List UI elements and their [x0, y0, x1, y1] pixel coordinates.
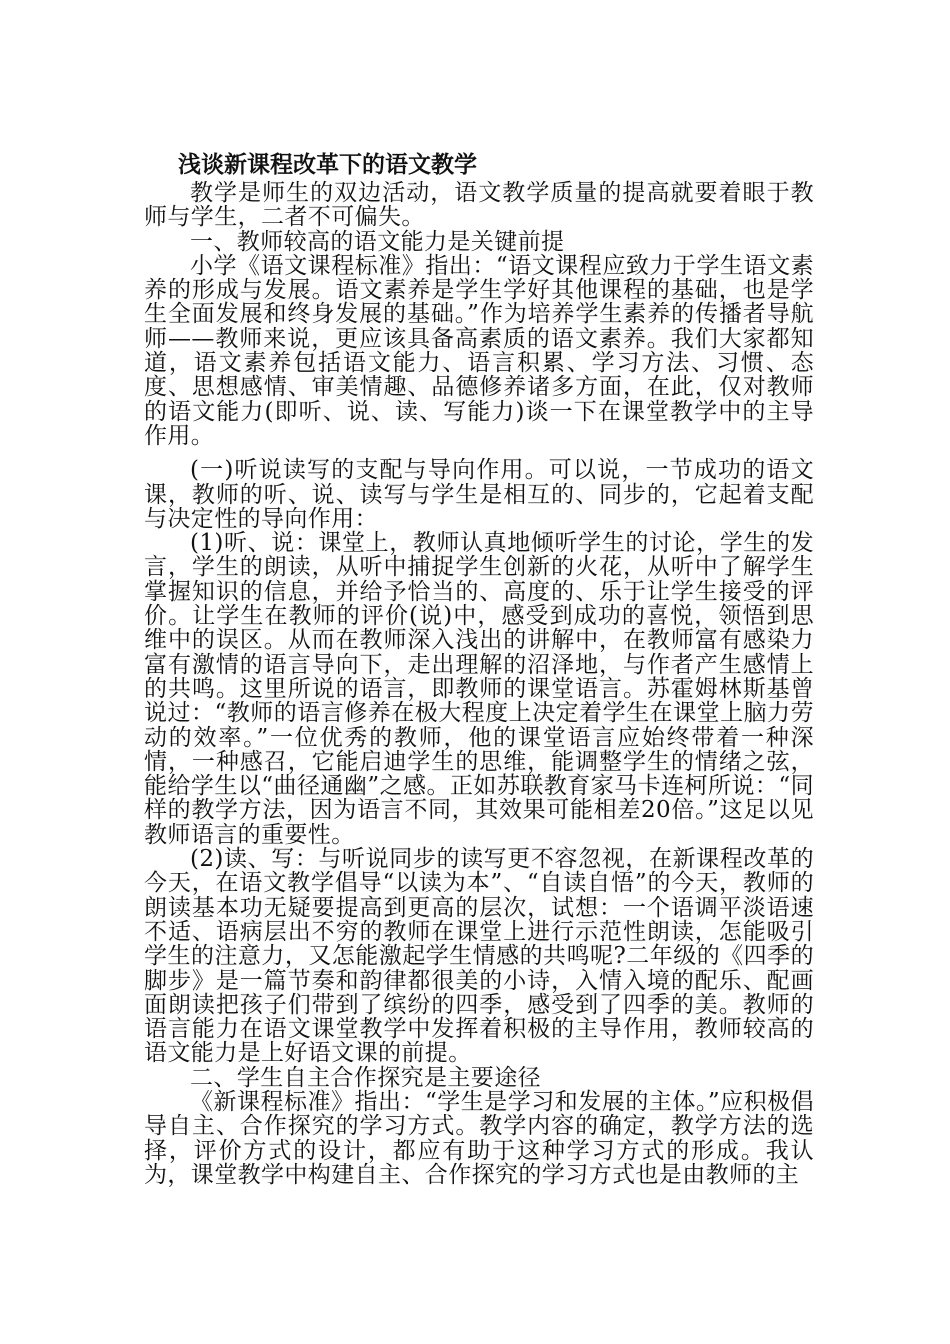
document-page [144, 150, 814, 1187]
intro-paragraph: 教学是师生的双边活动，语文教学质量的提高就要着眼于教师与学生，二者不可偏失。 [144, 180, 814, 231]
new-standard-paragraph: 《新课程标准》指出：“学生是学习和发展的主体。”应积极倡导自主、合作探究的学习方式。教学内容的确定，教学方法的选择，评价方式的设计，都应有助于这种学习方式的形成。我认为，课堂教学中构建自主、合作探究的学习方式也是由教师的主 [144, 1088, 814, 1188]
section-heading-1: 一、教师较高的语文能力是关键前提 [190, 228, 565, 255]
read-write-paragraph: (2)读、写：与听说同步的读写更不容忽视，在新课程改革的今天，在语文教学倡导“以读为本”、“自读自悟”的今天，教师的朗读基本功无疑要提高到更高的层次，试想：一个语调平淡语速不适、语病层出不穷的教师在课堂上进行示范性朗读，怎能吸引学生的注意力，又怎能激起学生情感的共鸣呢?二年级的《四季的脚步》是一篇节奏和韵律都很美的小诗，入情入境的配乐、配画面朗读把孩子们带到了缤纷的四季，感受到了四季的美。教师的语言能力在语文课堂教学中发挥着积极的主导作用，教师较高的语文能力是上好语文课的前提。 [144, 846, 814, 1067]
listen-speak-paragraph: (1)听、说：课堂上，教师认真地倾听学生的讨论，学生的发言，学生的朗读，从听中捕捉学生创新的火花，从听中了解学生掌握知识的信息，并给予恰当的、高度的、乐于让学生接受的评价。让学生在教师的评价(说)中，感受到成功的喜悦，领悟到思维中的误区。从而在教师深入浅出的讲解中，在教师富有感染力富有激情的语言导向下，走出理解的沼泽地，与作者产生感情上的共鸣。这里所说的语言，即教师的课堂语言。苏霍姆林斯基曾说过：“教师的语言修养在极大程度上决定着学生在课堂上脑力劳动的效率。”一位优秀的教师，他的课堂语言应始终带着一种深情，一种感召，它能启迪学生的思维，能调整学生的情绪之弦，能给学生以“曲径通幽”之感。正如苏联教育家马卡连柯所说：“同样的教学方法，因为语言不同，其效果可能相差20倍。”这足以见教师语言的重要性。 [144, 530, 814, 848]
listen-speak-read-write-paragraph: (一)听说读写的支配与导向作用。可以说，一节成功的语文课，教师的听、说、读写与学生是相互的、同步的，它起着支配与决定性的导向作用： [144, 457, 814, 532]
curriculum-standard-paragraph: 小学《语文课程标准》指出：“语文课程应致力于学生语文素养的形成与发展。语文素养是学生学好其他课程的基础，也是学生全面发展和终身发展的基础。”作为培养学生素养的传播者导航师——教师来说，更应该具备高素质的语文素养。我们大家都知道，语文素养包括语文能力、语言积累、学习方法、习惯、态度、思想感情、审美情趣、品德修养诸多方面，在此，仅对教师的语文能力(即听、说、读、写能力)谈一下在课堂教学中的主导作用。 [144, 252, 814, 449]
document-title: 浅谈新课程改革下的语文教学 [178, 152, 477, 178]
section-heading-2: 二、学生自主合作探究是主要途径 [190, 1064, 541, 1091]
